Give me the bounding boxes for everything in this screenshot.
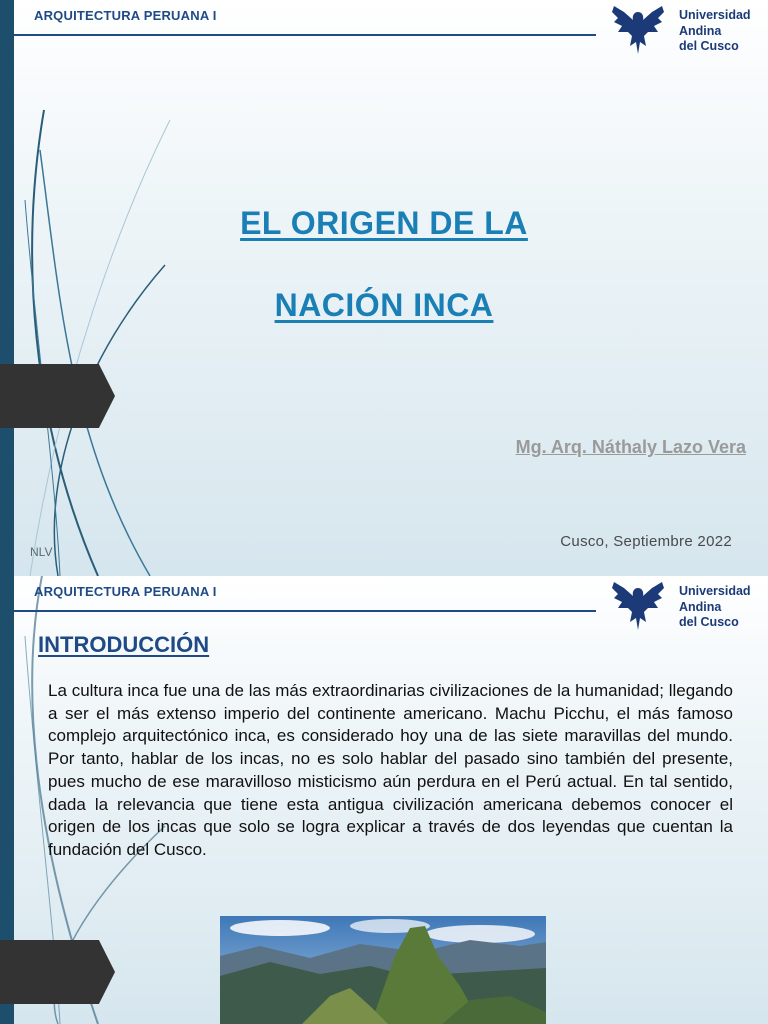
logo-line-3: del Cusco xyxy=(679,39,739,53)
logo-line-1: Universidad xyxy=(679,8,751,22)
author-name: Mg. Arq. Náthaly Lazo Vera xyxy=(515,437,746,457)
logo-line-2: Andina xyxy=(679,599,722,614)
logo-line-3: del Cusco xyxy=(679,615,739,629)
section-title: INTRODUCCIÓN xyxy=(38,632,210,657)
logo-line-1: Universidad xyxy=(679,584,751,598)
header-divider xyxy=(14,34,596,36)
university-logo xyxy=(610,578,760,634)
condor-logo-icon xyxy=(610,578,666,634)
presentation-date: Cusco, Septiembre 2022 xyxy=(560,533,732,550)
machu-picchu-photo xyxy=(220,916,546,1024)
decorative-arrow-shape xyxy=(0,364,115,428)
title-line-2: NACIÓN INCA xyxy=(274,287,494,323)
introduction-paragraph: La cultura inca fue una de las más extraordinarias civilizaciones de la humanidad; llegando a ser el más extenso imperio del continente americano. Machu Picchu, el más famoso complejo arquitectónico inca, es considerado hoy una de las siete maravillas del mundo. Por tanto, hablar de los incas, no es solo hablar del pasado sino también del presente, pues mucho de ese maravilloso misticismo aún perdura en el Perú actual. En tal sentido, dada la relevancia que tiene esta antigua civilización americana debemos conocer el origen de los incas que solo se logra explicar a través de dos leyendas que cuentan la fundación del Cusco. xyxy=(48,681,733,859)
course-header: ARQUITECTURA PERUANA I xyxy=(34,584,217,599)
introduction-slide xyxy=(0,576,768,1024)
decorative-arrow-shape xyxy=(0,940,115,1004)
footer-initials: NLV xyxy=(30,545,53,559)
university-logo xyxy=(610,2,760,58)
condor-logo-icon xyxy=(610,2,666,58)
logo-line-2: Andina xyxy=(679,23,722,38)
header-divider xyxy=(14,610,596,612)
title-line-1: EL ORIGEN DE LA xyxy=(240,205,528,241)
course-header: ARQUITECTURA PERUANA I xyxy=(34,8,217,23)
